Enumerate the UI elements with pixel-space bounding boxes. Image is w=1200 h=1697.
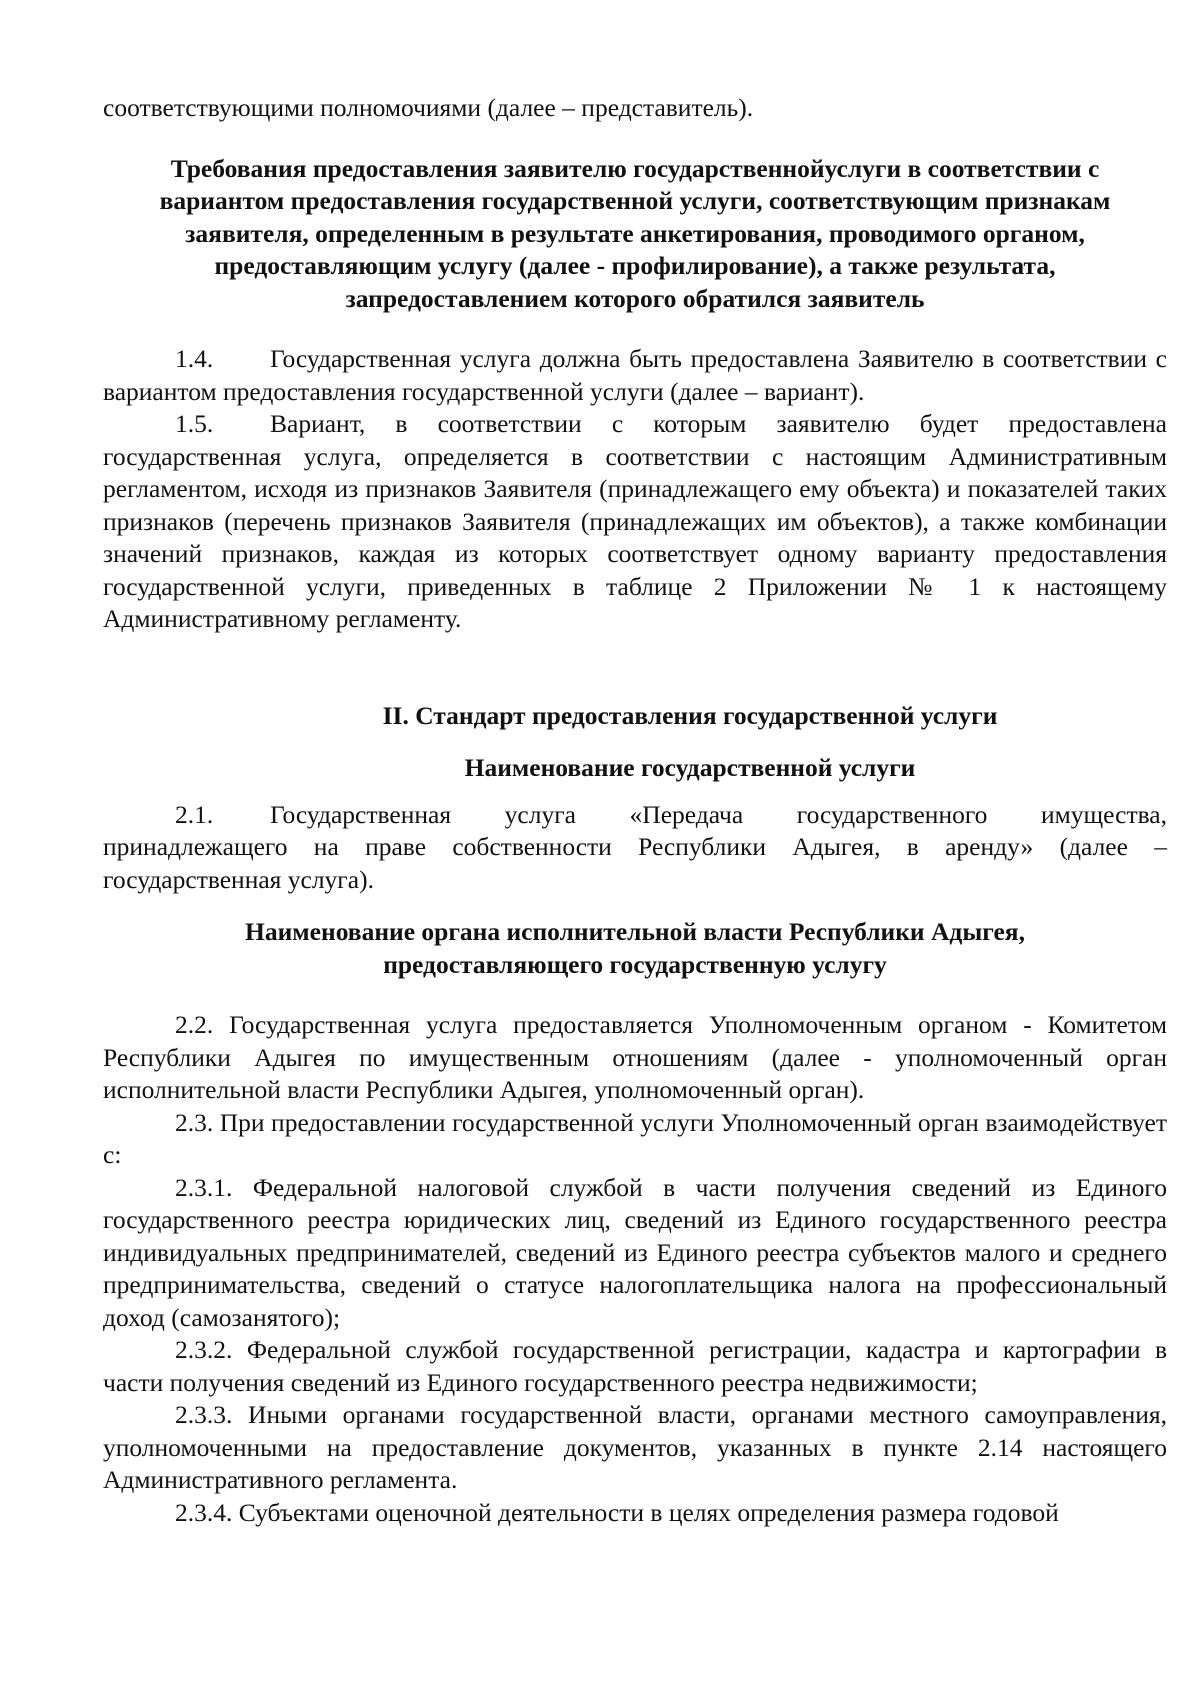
paragraph-2-3: 2.3. При предоставлении государственной услуги Уполномоченный орган взаимодействует с:: [103, 1107, 1167, 1169]
paragraph-2-1: [103, 799, 1167, 897]
paragraph-1-5-number: 1.5.: [175, 409, 214, 438]
document-page: [103, 92, 1167, 1529]
authority-heading: Наименование органа исполнительной власти Республики Адыгея, предоставляющего государственную услугу: [245, 917, 1025, 979]
paragraph-2-3-4: 2.3.4. Субъектами оценочной деятельности в целях определения размера годовой: [175, 1497, 1059, 1527]
paragraph-2-1-text: Государственная услуга «Передача государственного имущества, принадлежащего на праве собственности Республики Адыгея, в аренду» (далее – государственная услуга).: [103, 799, 1167, 894]
paragraph-2-1-number: 2.1.: [175, 799, 214, 829]
intro-tail-paragraph: соответствующими полномочиями (далее – представитель).: [103, 93, 754, 122]
paragraph-2-3-3: 2.3.3. Иными органами государственной власти, органами местного самоуправления, уполномоченными на предоставление документов, указанных в пункте 2.14 настоящего Административного регламента.: [103, 1400, 1167, 1494]
paragraph-1-4-text: Государственная услуга должна быть предоставлена Заявителю в соответствии с вариантом предоставления государственной услуги (далее – вариант).: [103, 344, 1167, 406]
paragraph-1-4-number: 1.4.: [175, 344, 214, 373]
paragraph-1-5: [103, 408, 1167, 636]
requirements-heading: Требования предоставления заявителю государственнойуслуги в соответствии с вариантом предоставления государственной услуги, соответствующим признакам заявителя, определенным в результате анкетирования, проводимого органом, предоставляющим услугу (далее - профилирование), а также результата, запредоставлением которого обратился заявитель: [159, 153, 1111, 313]
paragraph-2-2: 2.2. Государственная услуга предоставляется Уполномоченным органом - Комитетом Республики Адыгея по имущественным отношениям (далее - уполномоченный орган исполнительной власти Республики Адыгея, уполномоченный орган).: [103, 1010, 1167, 1104]
service-name-heading: Наименование государственной услуги: [464, 753, 916, 782]
paragraph-1-5-text: Вариант, в соответствии с которым заявителю будет предоставлена государственная услуга, определяется в соответствии с настоящим Административным регламентом, исходя из признаков Заявителя (принадлежащего ему объекта) и показателей таких признаков (перечень признаков Заявителя (принадлежащих им объектов), а также комбинации значений признаков, каждая из которых соответствует одному варианту предоставления государственной услуги, приведенных в таблице 2 Приложении № 1 к настоящему Административному регламенту.: [103, 409, 1167, 633]
section-2-title: II. Стандарт предоставления государственной услуги: [382, 700, 998, 730]
paragraph-2-3-1: 2.3.1. Федеральной налоговой службой в части получения сведений из Единого государственного реестра юридических лиц, сведений из Единого государственного реестра индивидуальных предпринимателей, сведений из Единого реестра субъектов малого и среднего предпринимательства, сведений о статусе налогоплательщика налога на профессиональный доход (самозанятого);: [103, 1172, 1167, 1332]
paragraph-1-4: [103, 343, 1167, 408]
paragraph-2-3-2: 2.3.2. Федеральной службой государственной регистрации, кадастра и картографии в части получения сведений из Единого государственного реестра недвижимости;: [103, 1335, 1167, 1397]
